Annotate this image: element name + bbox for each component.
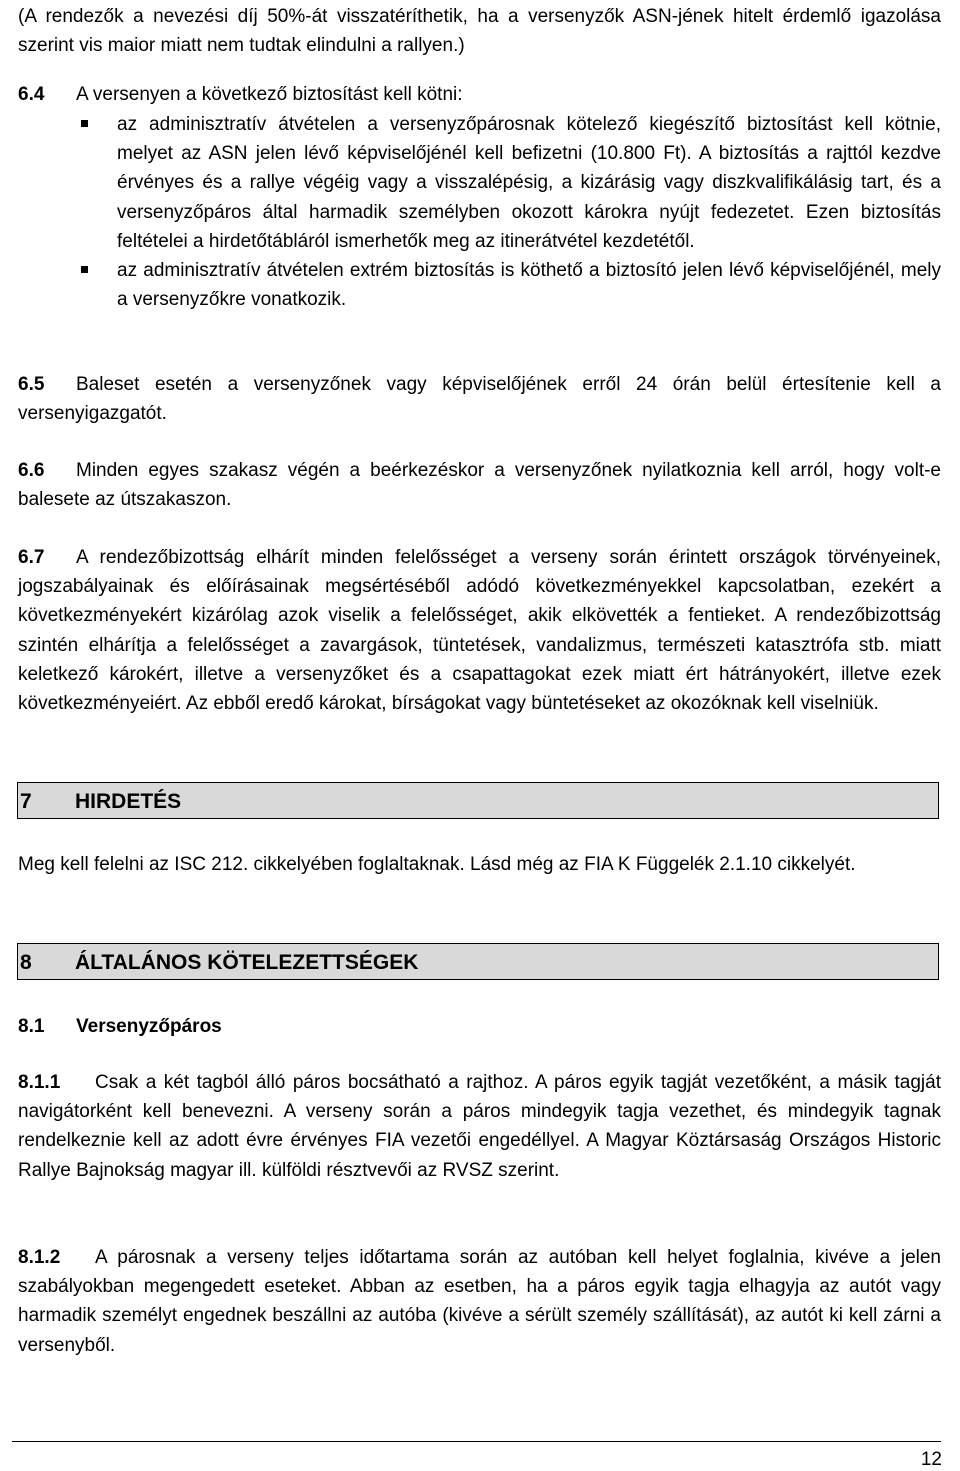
section-text: Csak a két tagból álló páros bocsátható a rajthoz. A páros egyik tagját vezetőként, a másik tagját navigátorként kell benevezni. A verseny során a páros mindegyik tagja vezethet, és mindegyik tagnak rendelkeznie kell az adott évre érvényes FIA vezetői engedéllyel. A Magyar Köztársaság Országos Historic Rallye Bajnokság magyar ill. külföldi résztvevői az RVSZ szerint. — [18, 1072, 941, 1181]
bullet-text: az adminisztratív átvételen extrém biztosítás is köthető a biztosító jelen lévő képviselőjénél, mely a versenyzőkre vonatkozik. — [117, 260, 941, 311]
footer-rule — [12, 1441, 941, 1442]
heading-title: HIRDETÉS — [75, 790, 182, 813]
heading-number: 7 — [20, 790, 32, 813]
paragraph-text: Meg kell felelni az ISC 212. cikkelyében foglaltaknak. Lásd még az FIA K Függelék 2.1.10 cikkelyét. — [18, 854, 856, 875]
section-number: 6.6 — [18, 460, 45, 481]
section-text: A versenyen a következő biztosítást kell kötni: — [76, 84, 463, 105]
section-number: 8.1.2 — [18, 1247, 61, 1268]
paragraph-7 — [18, 850, 941, 879]
section-number: 6.4 — [18, 84, 45, 105]
heading-title: ÁLTALÁNOS KÖTELEZETTSÉGEK — [75, 951, 419, 974]
section-text: Minden egyes szakasz végén a beérkezéskor a versenyzőnek nyilatkoznia kell arról, hogy volt-e balesete az útszakaszon. — [18, 460, 941, 511]
section-number: 6.7 — [18, 547, 45, 568]
section-number: 6.5 — [18, 374, 45, 395]
insurance-bullet-list — [0, 110, 941, 314]
section-8-1-1 — [18, 1068, 941, 1185]
section-6-6 — [18, 456, 941, 514]
page-number: 12 — [920, 1449, 942, 1470]
section-6-7 — [18, 543, 941, 718]
square-bullet-icon — [81, 266, 88, 273]
subsection-title: Versenyzőpáros — [76, 1016, 222, 1037]
section-6-4 — [18, 80, 941, 109]
heading-7 — [17, 782, 939, 819]
section-text: Baleset esetén a versenyzőnek vagy képviselőjének erről 24 órán belül értesítenie kell a versenyigazgatót. — [18, 374, 941, 425]
section-number: 8.1 — [18, 1016, 45, 1037]
section-text: A rendezőbizottság elhárít minden felelősséget a verseny során érintett országok törvényeinek, jogszabályainak és előírásainak megsértéséből adódó következményekkel kapcsolatban, ezekért a következményekért kizárólag azok viselik a felelősséget, akik elkövették a fentieket. A rendezőbizottság szintén elhárítja a felelősséget a zavargások, tüntetések, vandalizmus, természeti katasztrófa stb. miatt keletkező károkért, illetve a versenyzőket és a csapattagokat ezek miatt ért hátrányokért, illetve ezek következményeiért. Az ebből eredő károkat, bírságokat vagy büntetéseket az okozóknak kell viselniük. — [18, 547, 941, 715]
bullet-item — [0, 256, 941, 314]
bullet-text: az adminisztratív átvételen a versenyzőpárosnak kötelező kiegészítő biztosítást kell kötnie, melyet az ASN jelen lévő képviselőjénél kell befizetni (10.800 Ft). A biztosítás a rajttól kezdve érvényes és a rallye végéig vagy a visszalépésig, a kizárásig vagy diszkvalifikálásig tart, és a versenyzőpáros által harmadik személyben okozott károkra nyújt fedezetet. Ezen biztosítás feltételei a hirdetőtábláról ismerhetők meg az itinerátvétel kezdetétől. — [117, 114, 941, 252]
section-text: A párosnak a verseny teljes időtartama során az autóban kell helyet foglalnia, kivéve a jelen szabályokban megengedett eseteket. Abban az esetben, ha a páros egyik tagja elhagyja az autót vagy harmadik személyt engednek beszállni az autóba (kivéve a sérült személy szállítását), az autót ki kell zárni a versenyből. — [18, 1247, 941, 1356]
section-6-5 — [18, 370, 941, 428]
section-number: 8.1.1 — [18, 1072, 61, 1093]
intro-paragraph: (A rendezők a nevezési díj 50%-át visszatéríthetik, ha a versenyzők ASN-jének hitelt érdemlő igazolása szerint vis maior miatt nem tudtak elindulni a rallyen.) — [18, 6, 941, 57]
subsection-8-1 — [18, 1012, 941, 1041]
bullet-item — [0, 110, 941, 256]
heading-8 — [17, 943, 939, 980]
square-bullet-icon — [81, 120, 88, 127]
heading-number: 8 — [20, 951, 32, 974]
section-8-1-2 — [18, 1243, 941, 1360]
